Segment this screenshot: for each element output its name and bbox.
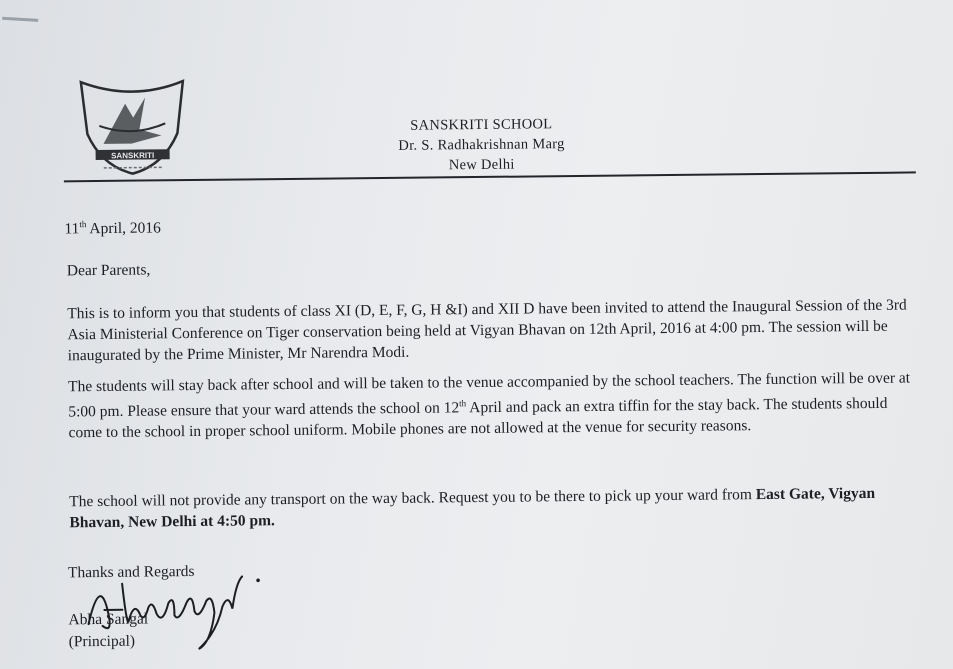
- handwritten-signature-icon: [82, 562, 273, 654]
- corner-mark: [2, 17, 38, 22]
- letterhead: [331, 113, 632, 176]
- school-city: New Delhi: [448, 156, 515, 174]
- paragraph-3: The school will not provide any transport on the way back. Request you to be there to pick up your ward from East Gate, Vigyan Bhavan, New Delhi at 4:50 pm.: [69, 484, 876, 532]
- signer-title: (Principal): [68, 632, 136, 651]
- letter-date: 11th April, 2016: [64, 219, 161, 238]
- school-logo-icon: [73, 73, 192, 184]
- school-name: SANSKRITI SCHOOL: [410, 116, 553, 134]
- signer-name: Abha Sangal: [68, 610, 149, 629]
- salutation: Dear Parents,: [66, 261, 151, 280]
- paragraph-2: The students will stay back after school and will be taken to the venue accompanied by the school teachers. The function will be over at 5:00 pm. Please ensure that your ward attends the school on 12th April and pack an extra tiffin for the stay back. The students should come to the school in proper school uniform. Mobile phones are not allowed at the venue for security reasons.: [67, 369, 911, 442]
- paragraph-1: This is to inform you that students of class XI (D, E, F, G, H &I) and XII D have been invited to attend the Inaugural Session of the 3rd Asia Ministerial Conference on Tiger conservation being held at Vigyan Bhavan on 12th April, 2016 at 4:00 pm. The session will be inaugurated by the Prime Minister, Mr Narendra Modi.: [67, 296, 907, 365]
- school-address: Dr. S. Radhakrishnan Marg: [398, 136, 565, 154]
- svg-text:SANSKRITI: SANSKRITI: [111, 150, 155, 161]
- closing: Thanks and Regards: [67, 562, 195, 582]
